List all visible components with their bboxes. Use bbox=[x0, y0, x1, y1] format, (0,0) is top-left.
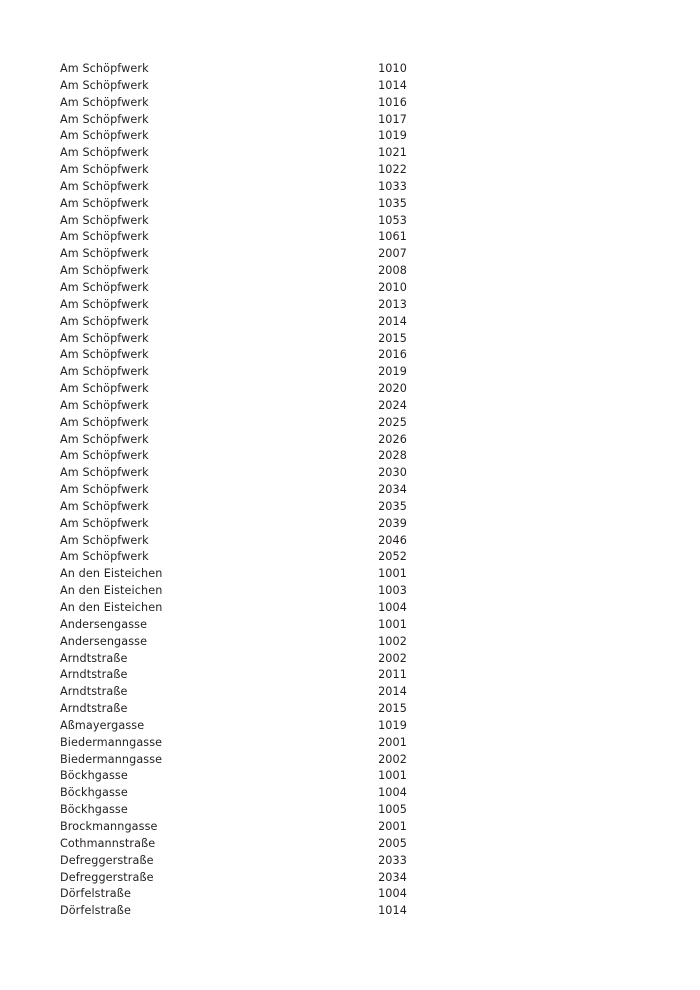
street-name: Am Schöpfwerk bbox=[60, 382, 149, 396]
street-name: Arndtstraße bbox=[60, 651, 128, 665]
table-row bbox=[60, 398, 407, 415]
street-number: 2039 bbox=[378, 516, 407, 530]
table-row bbox=[60, 802, 407, 819]
street-number: 2015 bbox=[378, 702, 407, 716]
street-name: An den Eisteichen bbox=[60, 601, 163, 614]
street-name: Am Schöpfwerk bbox=[60, 348, 149, 362]
street-number: 2005 bbox=[378, 836, 407, 850]
table-row bbox=[60, 61, 407, 78]
street-number: 1014 bbox=[378, 904, 407, 918]
table-row bbox=[60, 667, 407, 684]
table-row bbox=[60, 886, 407, 903]
table-row bbox=[60, 297, 407, 314]
street-number: 2001 bbox=[378, 735, 407, 749]
table-row bbox=[60, 566, 407, 583]
table-row bbox=[60, 179, 407, 196]
street-number: 2011 bbox=[378, 668, 407, 682]
street-name: Am Schöpfwerk bbox=[60, 213, 149, 227]
street-number: 1003 bbox=[378, 584, 407, 598]
table-row bbox=[60, 465, 407, 482]
street-number: 1053 bbox=[378, 213, 407, 227]
street-number: 2033 bbox=[378, 853, 407, 867]
table-row bbox=[60, 162, 407, 179]
street-name: Am Schöpfwerk bbox=[60, 516, 149, 530]
street-name: Böckhgasse bbox=[60, 803, 128, 817]
street-number: 2008 bbox=[378, 264, 407, 278]
street-number: 2010 bbox=[378, 280, 407, 294]
street-name: Am Schöpfwerk bbox=[60, 466, 149, 480]
table-row bbox=[60, 280, 407, 297]
street-number: 2020 bbox=[378, 382, 407, 396]
street-number: 1016 bbox=[378, 95, 407, 109]
street-number: 1001 bbox=[378, 617, 407, 631]
street-name: Arndtstraße bbox=[60, 668, 128, 682]
street-name: Am Schöpfwerk bbox=[60, 179, 149, 193]
street-number: 1004 bbox=[378, 786, 407, 800]
street-name: Dörfelstraße bbox=[60, 904, 131, 918]
table-row bbox=[60, 516, 407, 533]
street-number: 2016 bbox=[378, 348, 407, 362]
table-row bbox=[60, 128, 407, 145]
street-name: Am Schöpfwerk bbox=[60, 550, 149, 564]
street-name: Am Schöpfwerk bbox=[60, 483, 149, 497]
table-row bbox=[60, 246, 407, 263]
street-name: Arndtstraße bbox=[60, 702, 128, 716]
street-name: Am Schöpfwerk bbox=[60, 280, 149, 294]
street-number: 1021 bbox=[378, 146, 407, 160]
street-number: 2034 bbox=[378, 870, 407, 884]
table-row bbox=[60, 448, 407, 465]
street-number: 1004 bbox=[378, 601, 407, 614]
street-number: 1010 bbox=[378, 62, 407, 75]
table-row bbox=[60, 499, 407, 516]
street-name: Am Schöpfwerk bbox=[60, 297, 149, 311]
street-number: 2014 bbox=[378, 314, 407, 328]
street-name: Am Schöpfwerk bbox=[60, 163, 149, 177]
street-number: 2052 bbox=[378, 550, 407, 564]
street-name: Am Schöpfwerk bbox=[60, 62, 149, 75]
street-number: 2013 bbox=[378, 297, 407, 311]
street-name: Am Schöpfwerk bbox=[60, 331, 149, 345]
street-number: 2015 bbox=[378, 331, 407, 345]
street-number: 1022 bbox=[378, 163, 407, 177]
table-row bbox=[60, 903, 407, 920]
table-row bbox=[60, 347, 407, 364]
street-number: 1019 bbox=[378, 718, 407, 732]
table-row bbox=[60, 718, 407, 735]
table-row bbox=[60, 583, 407, 600]
street-name: Am Schöpfwerk bbox=[60, 499, 149, 513]
street-number: 2035 bbox=[378, 499, 407, 513]
table-row bbox=[60, 836, 407, 853]
table-row bbox=[60, 314, 407, 331]
street-name: Am Schöpfwerk bbox=[60, 533, 149, 547]
street-name: Am Schöpfwerk bbox=[60, 196, 149, 210]
table-row bbox=[60, 870, 407, 887]
street-number-list bbox=[60, 61, 407, 920]
table-row bbox=[60, 634, 407, 651]
table-row bbox=[60, 701, 407, 718]
street-name: Cothmannstraße bbox=[60, 836, 156, 850]
table-row bbox=[60, 735, 407, 752]
street-name: An den Eisteichen bbox=[60, 567, 163, 581]
street-name: Böckhgasse bbox=[60, 769, 128, 783]
table-row bbox=[60, 819, 407, 836]
street-name: An den Eisteichen bbox=[60, 584, 163, 598]
street-number: 2014 bbox=[378, 685, 407, 699]
table-row bbox=[60, 229, 407, 246]
street-name: Defreggerstraße bbox=[60, 870, 154, 884]
street-number: 1019 bbox=[378, 129, 407, 143]
table-row bbox=[60, 364, 407, 381]
street-number: 1001 bbox=[378, 769, 407, 783]
street-name: Am Schöpfwerk bbox=[60, 314, 149, 328]
table-row bbox=[60, 752, 407, 769]
street-number: 2026 bbox=[378, 432, 407, 446]
street-number: 2030 bbox=[378, 466, 407, 480]
street-name: Biedermanngasse bbox=[60, 735, 163, 749]
street-number: 1004 bbox=[378, 887, 407, 901]
street-name: Am Schöpfwerk bbox=[60, 112, 149, 126]
table-row bbox=[60, 533, 407, 550]
street-name: Am Schöpfwerk bbox=[60, 95, 149, 109]
street-number: 1061 bbox=[378, 230, 407, 244]
table-row bbox=[60, 684, 407, 701]
street-name: Andersengasse bbox=[60, 617, 148, 631]
table-row bbox=[60, 196, 407, 213]
street-name: Am Schöpfwerk bbox=[60, 415, 149, 429]
street-number: 2007 bbox=[378, 247, 407, 261]
table-row bbox=[60, 381, 407, 398]
street-name: Am Schöpfwerk bbox=[60, 230, 149, 244]
street-name: Biedermanngasse bbox=[60, 752, 163, 766]
street-name: Am Schöpfwerk bbox=[60, 78, 149, 92]
street-name: Am Schöpfwerk bbox=[60, 146, 149, 160]
table-row bbox=[60, 95, 407, 112]
street-number: 2028 bbox=[378, 449, 407, 463]
street-number: 1001 bbox=[378, 567, 407, 581]
street-name: Defreggerstraße bbox=[60, 853, 154, 867]
street-number: 1002 bbox=[378, 634, 407, 648]
table-row bbox=[60, 600, 407, 617]
street-name: Brockmanngasse bbox=[60, 819, 158, 833]
table-row bbox=[60, 213, 407, 230]
street-number: 1033 bbox=[378, 179, 407, 193]
table-row bbox=[60, 415, 407, 432]
table-row bbox=[60, 482, 407, 499]
street-number: 2002 bbox=[378, 651, 407, 665]
table-row bbox=[60, 549, 407, 566]
street-number: 2025 bbox=[378, 415, 407, 429]
street-name: Am Schöpfwerk bbox=[60, 398, 149, 412]
table-row bbox=[60, 145, 407, 162]
street-number: 2001 bbox=[378, 819, 407, 833]
street-name: Böckhgasse bbox=[60, 786, 128, 800]
street-name: Am Schöpfwerk bbox=[60, 129, 149, 143]
street-number: 2019 bbox=[378, 365, 407, 379]
street-name: Am Schöpfwerk bbox=[60, 264, 149, 278]
street-name: Arndtstraße bbox=[60, 685, 128, 699]
street-name: Am Schöpfwerk bbox=[60, 449, 149, 463]
street-name: Am Schöpfwerk bbox=[60, 365, 149, 379]
table-row bbox=[60, 331, 407, 348]
table-row bbox=[60, 853, 407, 870]
table-row bbox=[60, 78, 407, 95]
street-number: 1014 bbox=[378, 78, 407, 92]
table-row bbox=[60, 432, 407, 449]
table-row bbox=[60, 768, 407, 785]
street-number: 2024 bbox=[378, 398, 407, 412]
street-number: 1035 bbox=[378, 196, 407, 210]
street-name: Andersengasse bbox=[60, 634, 148, 648]
street-number: 1005 bbox=[378, 803, 407, 817]
street-name: Am Schöpfwerk bbox=[60, 247, 149, 261]
table-row bbox=[60, 617, 407, 634]
street-name: Dörfelstraße bbox=[60, 887, 131, 901]
street-number: 2002 bbox=[378, 752, 407, 766]
table-row bbox=[60, 651, 407, 668]
table-row bbox=[60, 112, 407, 129]
street-number: 2034 bbox=[378, 483, 407, 497]
street-name: Aßmayergasse bbox=[60, 718, 145, 732]
table-row bbox=[60, 785, 407, 802]
table-row bbox=[60, 263, 407, 280]
street-name: Am Schöpfwerk bbox=[60, 432, 149, 446]
street-number: 1017 bbox=[378, 112, 407, 126]
street-number: 2046 bbox=[378, 533, 407, 547]
